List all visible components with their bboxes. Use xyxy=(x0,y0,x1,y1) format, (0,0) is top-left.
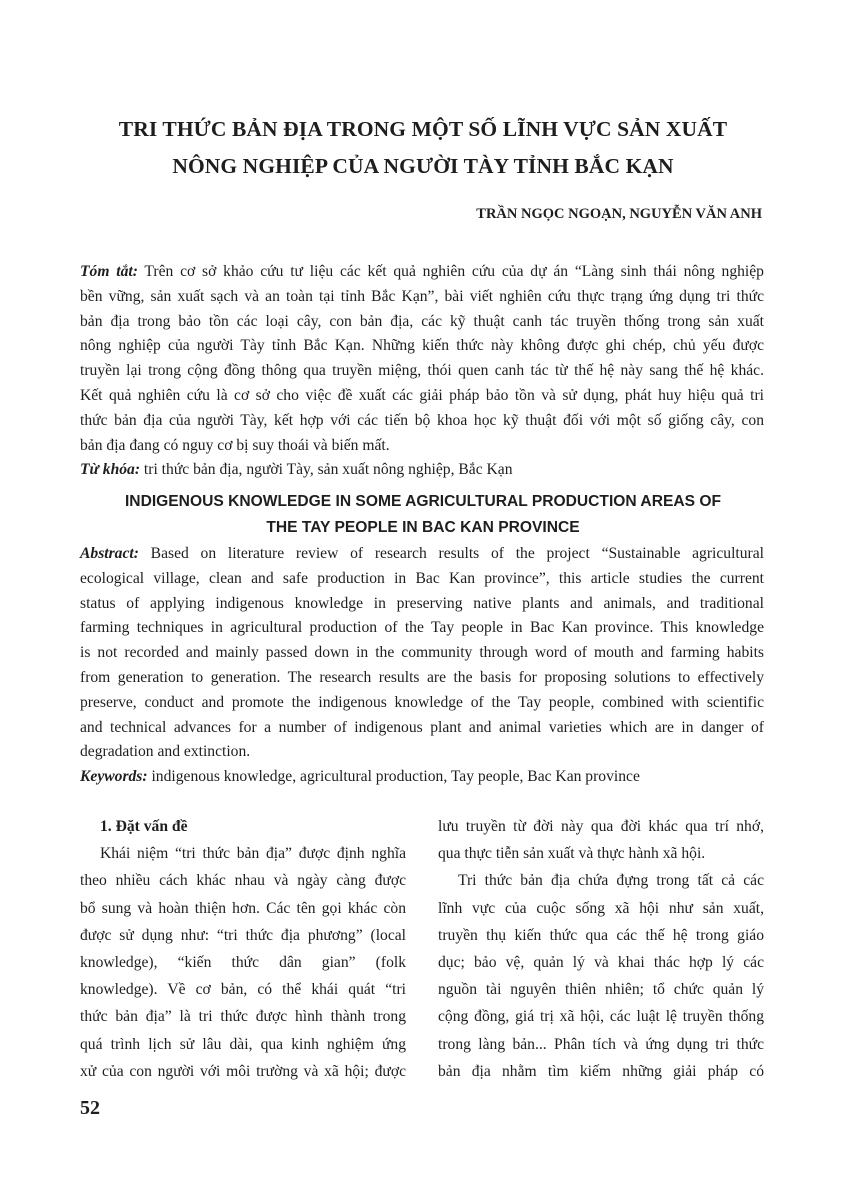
abstract-line: status of applying indigenous knowledge in preserving native plants and animals, and traditional xyxy=(80,594,764,612)
column-line: thức bản địa” là tri thức được hình thành trong xyxy=(80,1008,406,1026)
column-line: theo nhiều cách khác nhau và ngày càng được xyxy=(80,872,406,890)
column-line: knowledge). Về cơ bản, có thể khái quát “tri xyxy=(80,981,406,999)
abstract-line: farming techniques in agricultural production of the Tay people in Bac Kan province. This knowledge xyxy=(80,619,764,637)
summary-line: thức bản địa của người Tày, kết hợp với các tiến bộ khoa học kỹ thuật đối với một số giống cây, con xyxy=(80,411,764,429)
abstract-label: Abstract: xyxy=(80,545,139,562)
column-line: được sử dụng như: “tri thức địa phương” (local xyxy=(80,926,406,944)
column-line: quá trình lịch sử lâu dài, qua kinh nghiệm ứng xyxy=(80,1035,406,1053)
abstract-en xyxy=(80,542,764,790)
column-line: trong làng bản... Phân tích và ứng dụng tri thức xyxy=(438,1035,764,1053)
title-line-1: TRI THỨC BẢN ĐỊA TRONG MỘT SỐ LĨNH VỰC SẢN XUẤT xyxy=(118,117,728,141)
summary-line: bền vững, sản xuất sạch và an toàn tại tỉnh Bắc Kạn”, bài viết nghiên cứu thực trạng ứng dụng tri thức xyxy=(80,287,764,305)
english-title-line-1: INDIGENOUS KNOWLEDGE IN SOME AGRICULTURAL PRODUCTION AREAS OF xyxy=(124,493,722,510)
right-column xyxy=(438,813,764,1085)
column-line: cộng đồng, giá trị xã hội, các luật lệ truyền thống xyxy=(438,1008,764,1026)
summary-line: truyền lại trong cộng đồng thông qua truyền miệng, thói quen canh tác từ thế hệ này sang thế hệ khác. xyxy=(80,362,764,380)
title-line-2: NÔNG NGHIỆP CỦA NGƯỜI TÀY TỈNH BẮC KẠN xyxy=(172,154,674,178)
column-line: lĩnh vực của cuộc sống xã hội như sản xuất, xyxy=(438,899,764,917)
article-title xyxy=(60,111,786,185)
authors: TRẦN NGỌC NGOẠN, NGUYỄN VĂN ANH xyxy=(476,206,762,222)
abstract-line: Abstract: Based on literature review of research results of the project “Sustainable agricultural xyxy=(80,545,764,562)
column-line: xử của con người với môi trường và xã hội; được xyxy=(80,1062,406,1080)
summary-vi xyxy=(80,260,764,483)
english-title-line-2: THE TAY PEOPLE IN BAC KAN PROVINCE xyxy=(266,519,580,536)
column-line: lưu truyền từ đời này qua đời khác qua trí nhớ, xyxy=(438,818,764,835)
abstract-line: preserve, conduct and promote the indigenous knowledge of the Tay people, combined with scientific xyxy=(80,693,764,711)
column-line: dục; bảo vệ, quản lý và khai thác hợp lý các xyxy=(438,953,764,971)
summary-line: Kết quả nghiên cứu là cơ sở cho việc đề xuất các giải pháp bảo tồn và sử dụng, phát huy hiệu quả tri xyxy=(80,386,764,404)
summary-line: nông nghiệp của người Tày tỉnh Bắc Kạn. Những kiến thức này không được ghi chép, chủ yếu được xyxy=(80,337,764,355)
column-line: Khái niệm “tri thức bản địa” được định nghĩa xyxy=(100,845,406,863)
keywords-vi: Từ khóa: tri thức bản địa, người Tày, sản xuất nông nghiệp, Bắc Kạn xyxy=(80,461,513,479)
column-line: Tri thức bản địa chứa đựng trong tất cả các xyxy=(458,872,764,890)
left-column xyxy=(80,813,406,1085)
keywords-en: Keywords: indigenous knowledge, agricultural production, Tay people, Bac Kan province xyxy=(80,768,640,786)
column-line: truyền thụ kiến thức qua các thế hệ trong giáo xyxy=(438,926,764,944)
keywords-vi-label: Từ khóa: xyxy=(80,461,141,479)
column-line: nguồn tài nguyên thiên nhiên; tổ chức quản lý xyxy=(438,981,764,999)
abstract-line: is not recorded and mainly passed down in the community through word of mouth and farming habits xyxy=(80,644,764,662)
abstract-line: and technical advances for a number of indigenous plant and animal varieties which are in danger of xyxy=(80,718,764,736)
summary-line: bản địa trong bảo tồn các loại cây, con bản địa, các kỹ thuật canh tác truyền thống trong sản xuất xyxy=(80,312,764,330)
english-title xyxy=(60,489,786,541)
summary-line: bản địa đang có nguy cơ bị suy thoái và biến mất. xyxy=(80,436,390,454)
column-line: knowledge), “kiến thức dân gian” (folk xyxy=(80,953,406,971)
abstract-line: degradation and extinction. xyxy=(80,743,251,761)
abstract-line: ecological village, clean and safe production in Bac Kan province”, this article studies the current xyxy=(80,569,764,587)
abstract-line: from generation to generation. The research results are the basis for proposing solutions to effectively xyxy=(80,668,764,686)
column-line: bản địa nhằm tìm kiếm những giải pháp có xyxy=(438,1062,764,1080)
keywords-en-label: Keywords: xyxy=(80,768,148,786)
column-line: qua thực tiễn sản xuất và thực hành xã hội. xyxy=(438,845,706,863)
column-line: bổ sung và hoàn thiện hơn. Các tên gọi khác còn xyxy=(80,899,406,917)
page-number: 52 xyxy=(80,1097,100,1119)
summary-label: Tóm tắt: xyxy=(80,263,138,280)
summary-line: Tóm tắt: Trên cơ sở khảo cứu tư liệu các kết quả nghiên cứu của dự án “Làng sinh thái nông nghiệp xyxy=(80,263,764,280)
section-heading: 1. Đặt vấn đề xyxy=(100,818,188,835)
